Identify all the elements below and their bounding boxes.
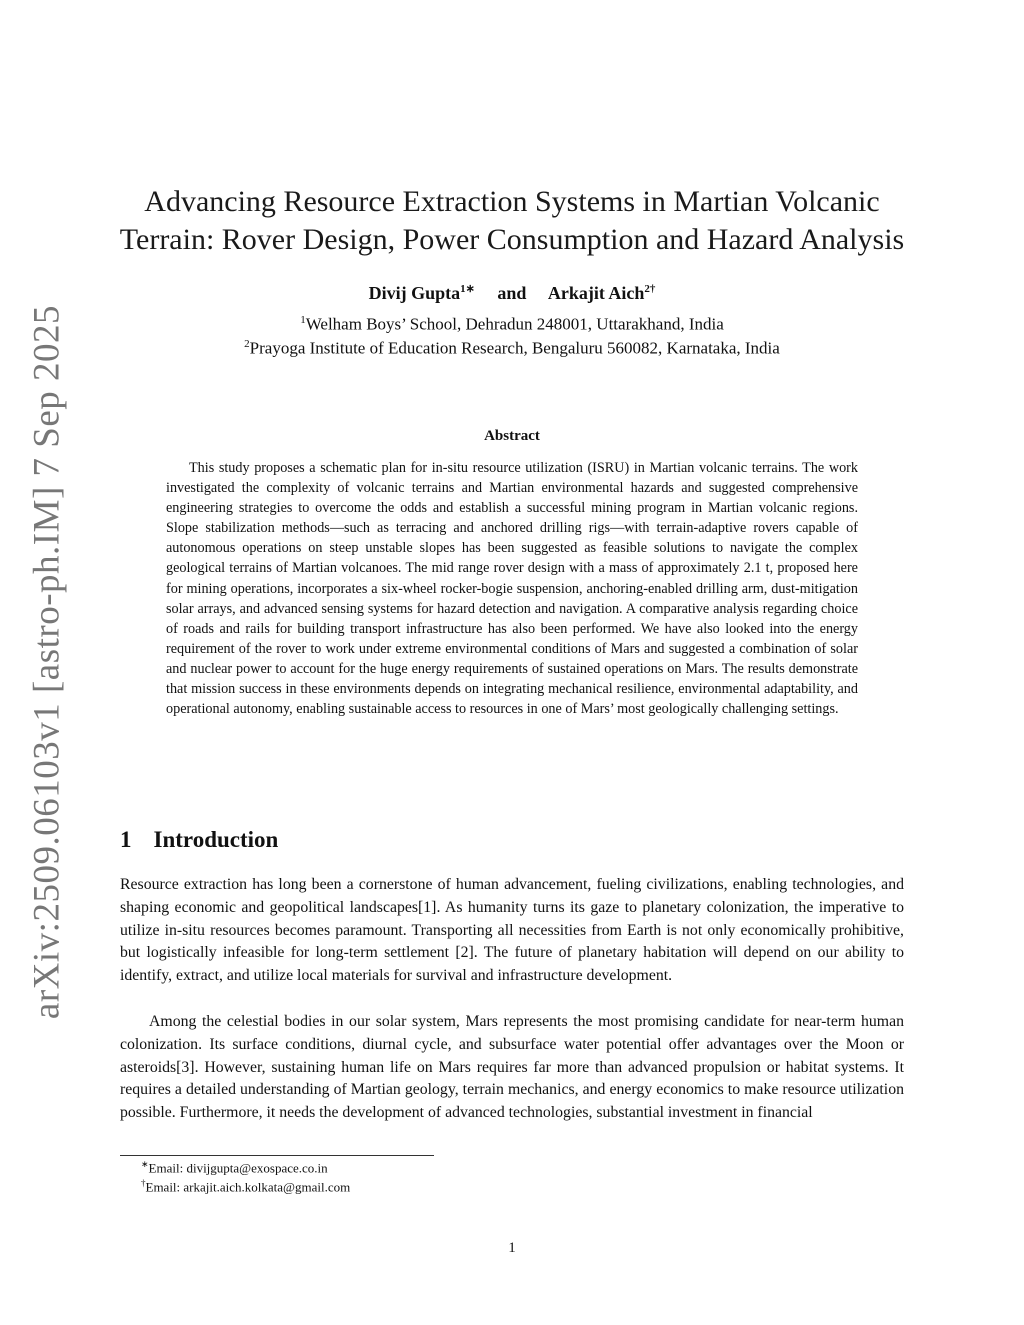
body-paragraph-1: Resource extraction has long been a cornerstone of human advancement, fueling civilizations, enabling technologies, and shaping economic and geopolitical landscapes[1]. As humanity turns its gaze to planetary colonization, the imperative to utilize in-situ resources becomes paramount. Transporting all necessities from Earth is not only economically prohibitive, but logistically infeasible for long-term settlement [2]. The future of planetary habitation will depend on our ability to identify, extract, and utilize local materials for survival and infrastructure development. (120, 876, 904, 985)
abstract-text: This study proposes a schematic plan for in-situ resource utilization (ISRU) in Martian volcanic terrains. The work investigated the complexity of volcanic terrains and Martian environmental hazards and suggested comprehensive engineering strategies to overcome the odds and establish a successful mining program in Martian volcanic regions. Slope stabilization methods—such as terracing and anchored drilling rigs—with terrain-adaptive rovers capable of autonomous operations on steep unstable slopes has been suggested as feasible solutions to navigate the complex geological terrains of Martian volcanoes. The mid range rover design with a mass of approximately 2.1 t, proposed here for mining operations, incorporates a six-wheel rocker-bogie suspension, anchoring-enabled drilling arm, dust-mitigation solar arrays, and advanced sensing systems for hazard detection and navigation. A comparative analysis regarding choice of roads and rails for building transport infrastructure has also been performed. We have also looked into the energy requirement of the rover to work under extreme environmental conditions of Mars and suggested a combination of solar and nuclear power to account for the huge energy requirements of sustained operations on Mars. The results demonstrate that mission success in these environments depends on integrating mechanical resilience, environmental adaptability, and operational autonomy, enabling sustainable access to resources in one of Mars’ most geologically challenging settings. (166, 460, 858, 718)
paper-title (90, 183, 934, 259)
section-title: Introduction (153, 827, 279, 852)
author-conjunction: and (497, 283, 527, 303)
affiliation-mark: 1 (300, 314, 306, 326)
section-number: 1 (120, 827, 132, 852)
page-number: 1 (508, 1240, 516, 1256)
section-heading (120, 827, 278, 853)
arxiv-identifier: arXiv:2509.06103v1 [astro-ph.IM] 7 Sep 2025 (26, 304, 68, 1020)
affiliation-text: Welham Boys’ School, Dehradun 248001, Uttarakhand, India (305, 314, 724, 334)
footnote-2 (141, 1178, 350, 1195)
title-line-2: Terrain: Rover Design, Power Consumption and Hazard Analysis (119, 223, 905, 256)
footnote-mark: † (141, 1178, 146, 1188)
footnote-divider (120, 1155, 434, 1156)
author-mark-2: 2† (644, 283, 656, 295)
author-list (90, 282, 934, 304)
author-name-1: Divij Gupta (368, 283, 461, 303)
title-line-1: Advancing Resource Extraction Systems in Martian Volcanic (144, 185, 880, 218)
footnote-text: Email: divijgupta@exospace.co.in (148, 1160, 328, 1176)
author-mark-1: 1∗ (460, 283, 475, 295)
footnote-text: Email: arkajit.aich.kolkata@gmail.com (145, 1179, 351, 1195)
abstract-heading: Abstract (484, 428, 540, 444)
affiliation-2 (90, 338, 934, 359)
footnote-mark: ∗ (141, 1159, 149, 1169)
affiliation-text: Prayoga Institute of Education Research, Bengaluru 560082, Karnataka, India (249, 338, 780, 358)
footnote-1 (141, 1159, 328, 1176)
affiliation-1 (90, 314, 934, 335)
author-name-2: Arkajit Aich (547, 283, 645, 303)
affiliation-mark: 2 (244, 338, 250, 350)
body-paragraph-2: Among the celestial bodies in our solar system, Mars represents the most promising candidate for near-term human colonization. Its surface conditions, diurnal cycle, and subsurface water potential offer advantages over the Moon or asteroids[3]. However, sustaining human life on Mars requires far more than advanced propulsion or habitat systems. It requires a detailed understanding of Martian geology, terrain mechanics, and energy economics to make resource utilization possible. Furthermore, it needs the development of advanced technologies, substantial investment in financial (120, 1013, 904, 1122)
